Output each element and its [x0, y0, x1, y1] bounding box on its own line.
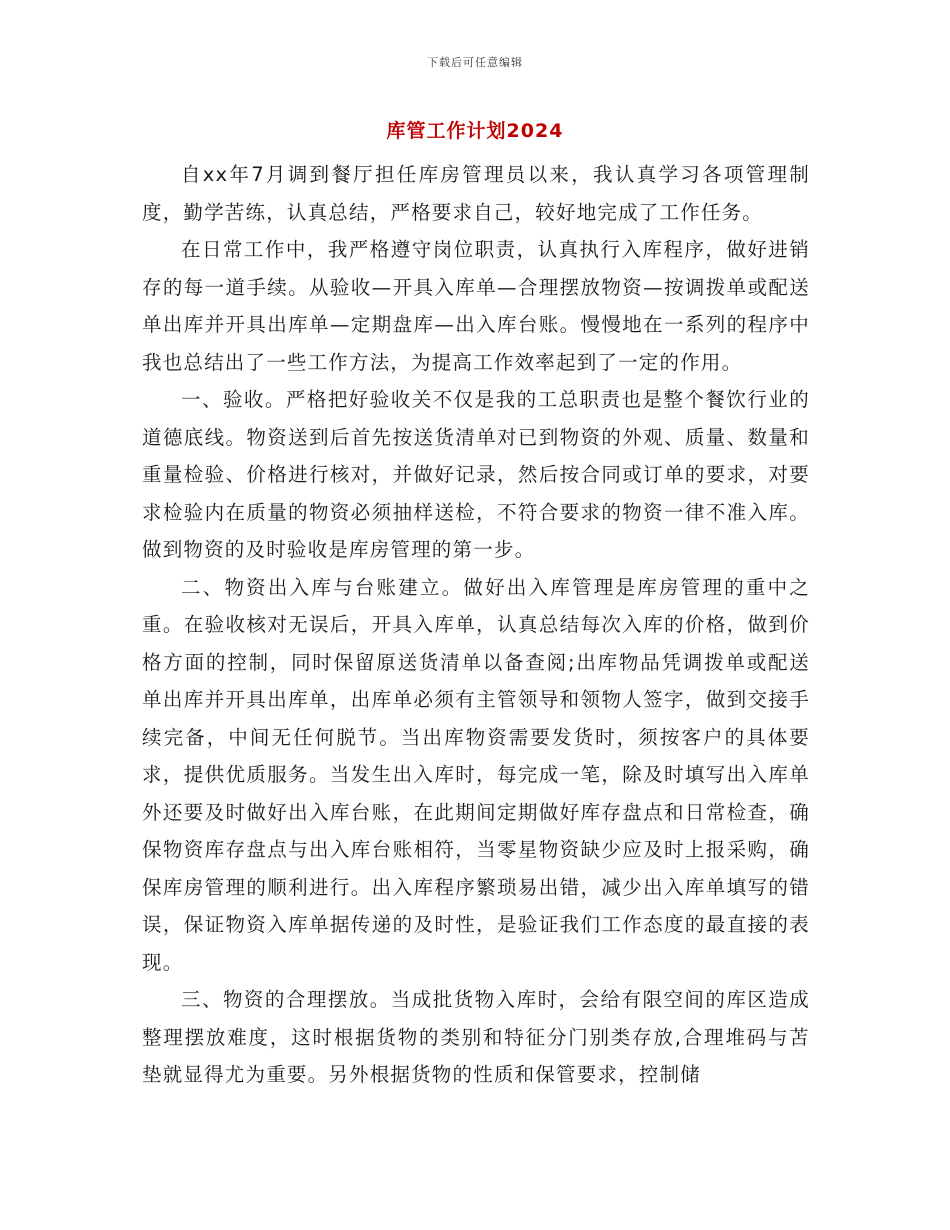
header-note: 下载后可任意编辑 — [427, 56, 523, 69]
paragraph-storage-placement: 三、物资的合理摆放。当成批货物入库时，会给有限空间的库区造成整理摆放难度，这时根据货物的类别和特征分门别类存放,合理堆码与苫垫就显得尤为重要。另外根据货物的性质和保管要求，控制储 — [142, 988, 810, 1086]
paragraph-intro: 自xx年7月调到餐厅担任库房管理员以来，我认真学习各项管理制度，勤学苦练，认真总结，严格要求自己，较好地完成了工作任务。 — [142, 163, 810, 224]
paragraph-inventory-ledger: 二、物资出入库与台账建立。做好出入库管理是库房管理的重中之重。在验收核对无误后，开具入库单，认真总结每次入库的价格，做到价格方面的控制，同时保留原送货清单以备查阅;出库物品凭调拨单或配送单出库并开具出库单，出库单必须有主管领导和领物人签字，做到交接手续完备，中间无任何脱节。当出库物资需要发货时，须按客户的具体要求，提供优质服务。当发生出入库时，每完成一笔，除及时填写出入库单外还要及时做好出入库台账，在此期间定期做好库存盘点和日常检查，确保物资库存盘点与出入库台账相符，当零星物资缺少应及时上报采购，确保库房管理的顺利进行。出入库程序繁琐易出错，减少出入库单填写的错误，保证物资入库单据传递的及时性，是验证我们工作态度的最直接的表现。 — [142, 575, 810, 974]
paragraph-daily-work: 在日常工作中，我严格遵守岗位职责，认真执行入库程序，做好进销存的每一道手续。从验收—开具入库单—合理摆放物资—按调拨单或配送单出库并开具出库单—定期盘库—出入库台账。慢慢地在一系列的程序中我也总结出了一些工作方法，为提高工作效率起到了一定的作用。 — [142, 238, 810, 374]
paragraph-inspection: 一、验收。严格把好验收关不仅是我的工总职责也是整个餐饮行业的道德底线。物资送到后首先按送货清单对已到物资的外观、质量、数量和重量检验、价格进行核对，并做好记录，然后按合同或订单的要求，对要求检验内在质量的物资必须抽样送检，不符合要求的物资一律不准入库。做到物资的及时验收是库房管理的第一步。 — [142, 388, 810, 561]
document-body — [142, 156, 810, 1094]
document-title: 库管工作计划2024 — [386, 120, 564, 142]
